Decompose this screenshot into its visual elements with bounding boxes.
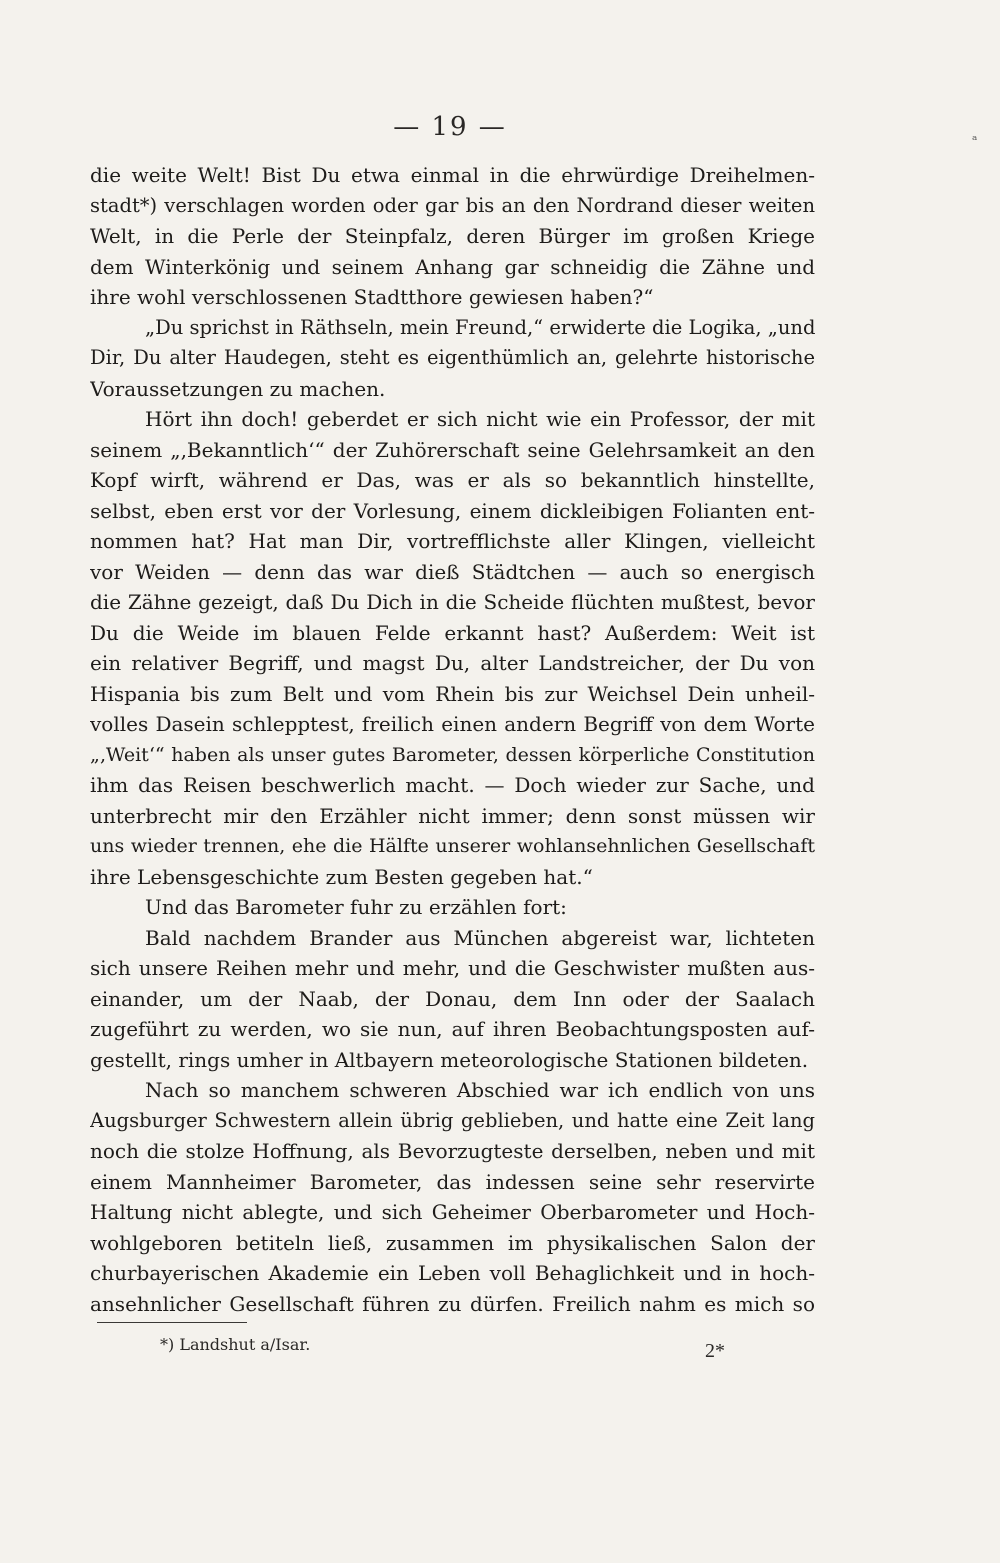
text-line: zugeführt zu werden, wo sie nun, auf ihren Beobachtungsposten auf- xyxy=(90,1017,815,1041)
text-line: Bald nachdem Brander aus München abgereist war, lichteten xyxy=(145,925,815,950)
text-line: Dir, Du alter Haudegen, steht es eigenthümlich an, gelehrte historische xyxy=(90,346,815,369)
text-line: volles Dasein schlepptest, freilich einen andern Begriff von dem Worte xyxy=(90,712,815,736)
page-number: — 19 — xyxy=(393,112,507,142)
text-line: „‚Weit‘“ haben als unser gutes Barometer, dessen körperliche Constitution xyxy=(90,743,815,766)
text-line: Und das Barometer fuhr zu erzählen fort: xyxy=(145,895,567,919)
text-line: uns wieder trennen, ehe die Hälfte unserer wohlansehnlichen Gesellschaft xyxy=(90,835,815,857)
text-line: Kopf wirft, während er Das, was er als so bekanntlich hinstellte, xyxy=(90,468,815,492)
text-line: die Zähne gezeigt, daß Du Dich in die Scheide flüchten mußtest, bevor xyxy=(90,590,815,614)
corner-mark: ₐ xyxy=(972,128,978,144)
text-line: vor Weiden — denn das war dieß Städtchen — auch so energisch xyxy=(90,559,815,584)
text-line: Du die Weide im blauen Felde erkannt hast? Außerdem: Weit ist xyxy=(90,620,815,645)
text-line: Nach so manchem schweren Abschied war ich endlich von uns xyxy=(145,1078,815,1102)
text-line: noch die stolze Hoffnung, als Bevorzugteste derselben, neben und mit xyxy=(90,1139,815,1163)
signature-mark: 2* xyxy=(705,1340,725,1362)
text-line: wohlgeboren betiteln ließ, zusammen im physikalischen Salon der xyxy=(90,1230,815,1255)
text-line: Voraussetzungen zu machen. xyxy=(90,376,386,401)
text-line: ihre wohl verschlossenen Stadtthore gewiesen haben?“ xyxy=(90,285,654,309)
footnote: *) Landshut a/Isar. xyxy=(160,1335,311,1354)
text-line: Augsburger Schwestern allein übrig geblieben, und hatte eine Zeit lang xyxy=(90,1108,815,1132)
text-line: „Du sprichst in Räthseln, mein Freund,“ erwiderte die Logika, „und xyxy=(145,315,815,339)
text-line: ihre Lebensgeschichte zum Besten gegeben hat.“ xyxy=(90,864,593,889)
text-line: churbayerischen Akademie ein Leben voll Behaglichkeit und in hoch- xyxy=(90,1261,815,1285)
text-line: stadt*) verschlagen worden oder gar bis an den Nordrand dieser weiten xyxy=(90,193,815,217)
text-line: seinem „‚Bekanntlich‘“ der Zuhörerschaft seine Gelehrsamkeit an den xyxy=(90,437,815,462)
text-line: ansehnlicher Gesellschaft führen zu dürfen. Freilich nahm es mich so xyxy=(90,1291,815,1316)
text-line: ein relativer Begriff, und magst Du, alter Landstreicher, der Du von xyxy=(90,651,815,675)
text-line: gestellt, rings umher in Altbayern meteorologische Stationen bildeten. xyxy=(90,1047,809,1072)
text-line: Haltung nicht ablegte, und sich Geheimer Oberbarometer und Hoch- xyxy=(90,1200,815,1224)
text-line: dem Winterkönig und seinem Anhang gar schneidig die Zähne und xyxy=(90,254,815,279)
text-line: unterbrecht mir den Erzähler nicht immer; denn sonst müssen wir xyxy=(90,803,815,828)
text-line: ihm das Reisen beschwerlich macht. — Doch wieder zur Sache, und xyxy=(90,773,815,797)
text-line: Welt, in die Perle der Steinpfalz, deren Bürger im großen Kriege xyxy=(90,224,815,248)
text-line: sich unsere Reihen mehr und mehr, und die Geschwister mußten aus- xyxy=(90,956,815,980)
footnote-divider xyxy=(97,1322,247,1323)
text-line: einander, um der Naab, der Donau, dem Inn oder der Saalach xyxy=(90,986,815,1011)
text-line: einem Mannheimer Barometer, das indessen seine sehr reservirte xyxy=(90,1169,815,1194)
text-line: selbst, eben erst vor der Vorlesung, einem dickleibigen Folianten ent- xyxy=(90,498,815,523)
text-line: nommen hat? Hat man Dir, vortrefflichste aller Klingen, vielleicht xyxy=(90,529,815,553)
body-text xyxy=(90,160,815,1319)
text-line: Hört ihn doch! geberdet er sich nicht wie ein Professor, der mit xyxy=(145,407,815,431)
text-line: die weite Welt! Bist Du etwa einmal in die ehrwürdige Dreihelmen- xyxy=(90,163,815,187)
text-line: Hispania bis zum Belt und vom Rhein bis zur Weichsel Dein unheil- xyxy=(90,681,815,706)
